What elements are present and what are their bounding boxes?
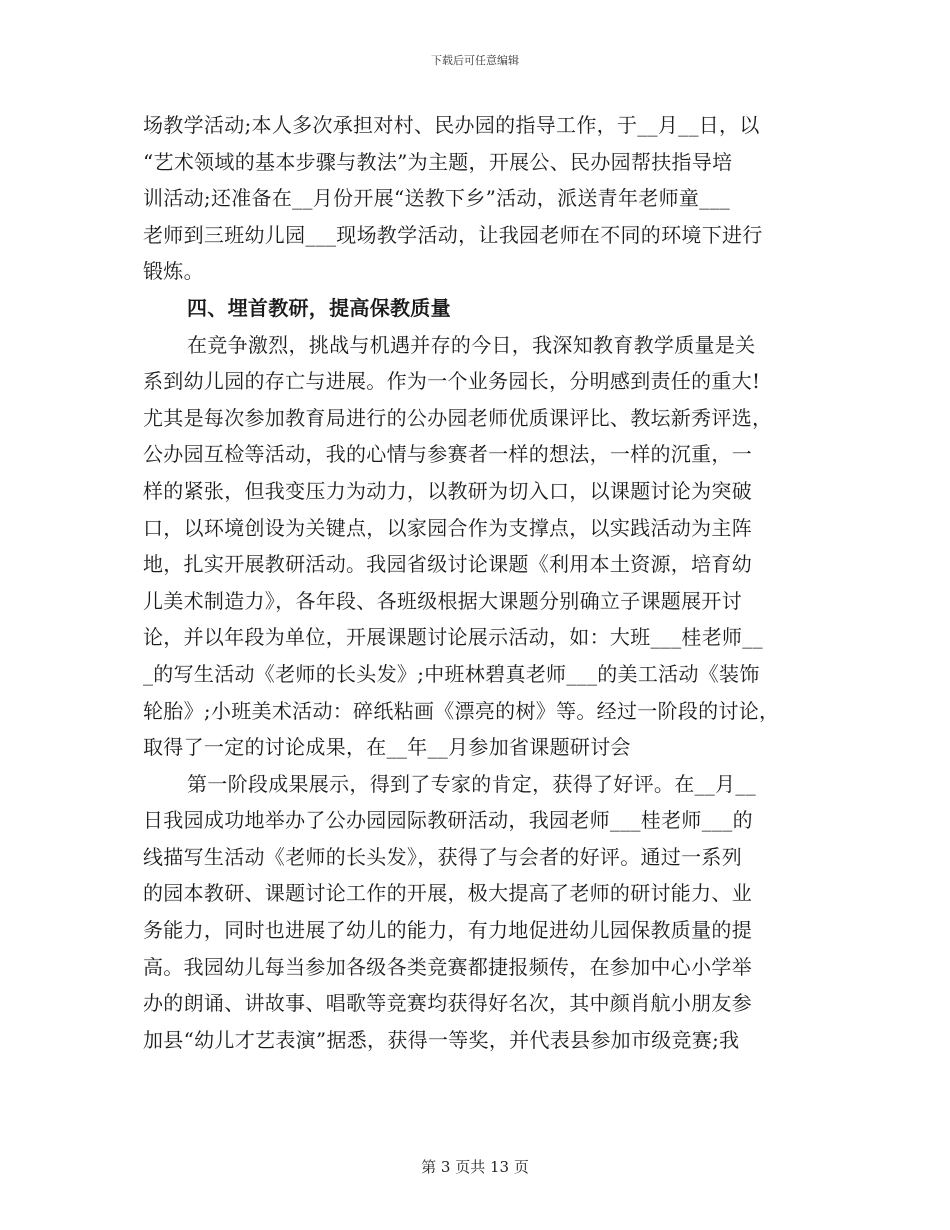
body-line: 线描写生活动《老师的长头发》，获得了与会者的好评。通过一系列 (143, 844, 742, 869)
body-line: 老师到三班幼儿园___现场教学活动，让我园老师在不同的环境下进行 (143, 222, 763, 247)
body-line: 训活动;还准备在__月份开展“送教下乡”活动，派送青年老师童___ (143, 186, 731, 211)
body-line: 高。我园幼儿每当参加各级各类竞赛都捷报频传，在参加中心小学举 (143, 954, 752, 979)
page-number: 第 3 页共 13 页 (421, 1158, 529, 1176)
body-line: 地，扎实开展教研活动。我园省级讨论课题《利用本土资源，培育幼 (143, 552, 752, 577)
body-line: 取得了一定的讨论成果，在__年__月参加省课题研讨会 (143, 735, 631, 760)
paragraph-start-line: 在竞争激烈，挑战与机遇并存的今日，我深知教育教学质量是关 (187, 332, 756, 357)
body-line: “艺术领域的基本步骤与教法”为主题，开展公、民办园帮扶指导培 (143, 149, 733, 174)
body-line: 尤其是每次参加教育局进行的公办园老师优质课评比、教坛新秀评选， (143, 405, 773, 430)
body-line: _的写生活动《老师的长头发》;中班林碧真老师___的美工活动《装饰 (143, 661, 760, 686)
body-line: 系到幼儿园的存亡与进展。作为一个业务园长，分明感到责任的重大! (143, 369, 761, 394)
body-line: 儿美术制造力》，各年段、各班级根据大课题分别确立子课题展开讨 (143, 588, 742, 613)
body-line: 锻炼。 (143, 259, 204, 284)
body-line: 轮胎》;小班美术活动：碎纸粘画《漂亮的树》等。经过一阶段的讨论， (143, 698, 780, 723)
document-body (143, 107, 823, 1058)
body-line: 的园本教研、课题讨论工作的开展，极大提高了老师的研讨能力、业 (143, 881, 752, 906)
body-line: 办的朗诵、讲故事、唱歌等竞赛均获得好名次，其中颜肖航小朋友参 (143, 991, 752, 1016)
body-line: 公办园互检等活动，我的心情与参赛者一样的想法，一样的沉重，一 (143, 442, 752, 467)
body-line: 日我园成功地举办了公办园园际教研活动，我园老师___桂老师___的 (143, 808, 753, 833)
page-header: 下载后可任意编辑 (431, 54, 519, 67)
body-line: 场教学活动;本人多次承担对村、民办园的指导工作，于__月__日，以 (143, 113, 760, 137)
body-line: 口，以环境创设为关键点，以家园合作为支撑点，以实践活动为主阵 (143, 515, 752, 540)
body-line: 样的紧张，但我变压力为动力，以教研为切入口，以课题讨论为突破 (143, 478, 752, 503)
body-line: 加县“幼儿才艺表演”据悉，获得一等奖，并代表县参加市级竞赛;我 (143, 1027, 740, 1052)
paragraph-start-line: 第一阶段成果展示，得到了专家的肯定，获得了好评。在__月__ (187, 771, 756, 796)
body-line: 论，并以年段为单位，开展课题讨论展示活动，如：大班___桂老师__ (143, 625, 763, 650)
section-heading: 四、埋首教研，提高保教质量 (187, 295, 451, 320)
body-line: 务能力，同时也进展了幼儿的能力，有力地促进幼儿园保教质量的提 (143, 918, 752, 943)
